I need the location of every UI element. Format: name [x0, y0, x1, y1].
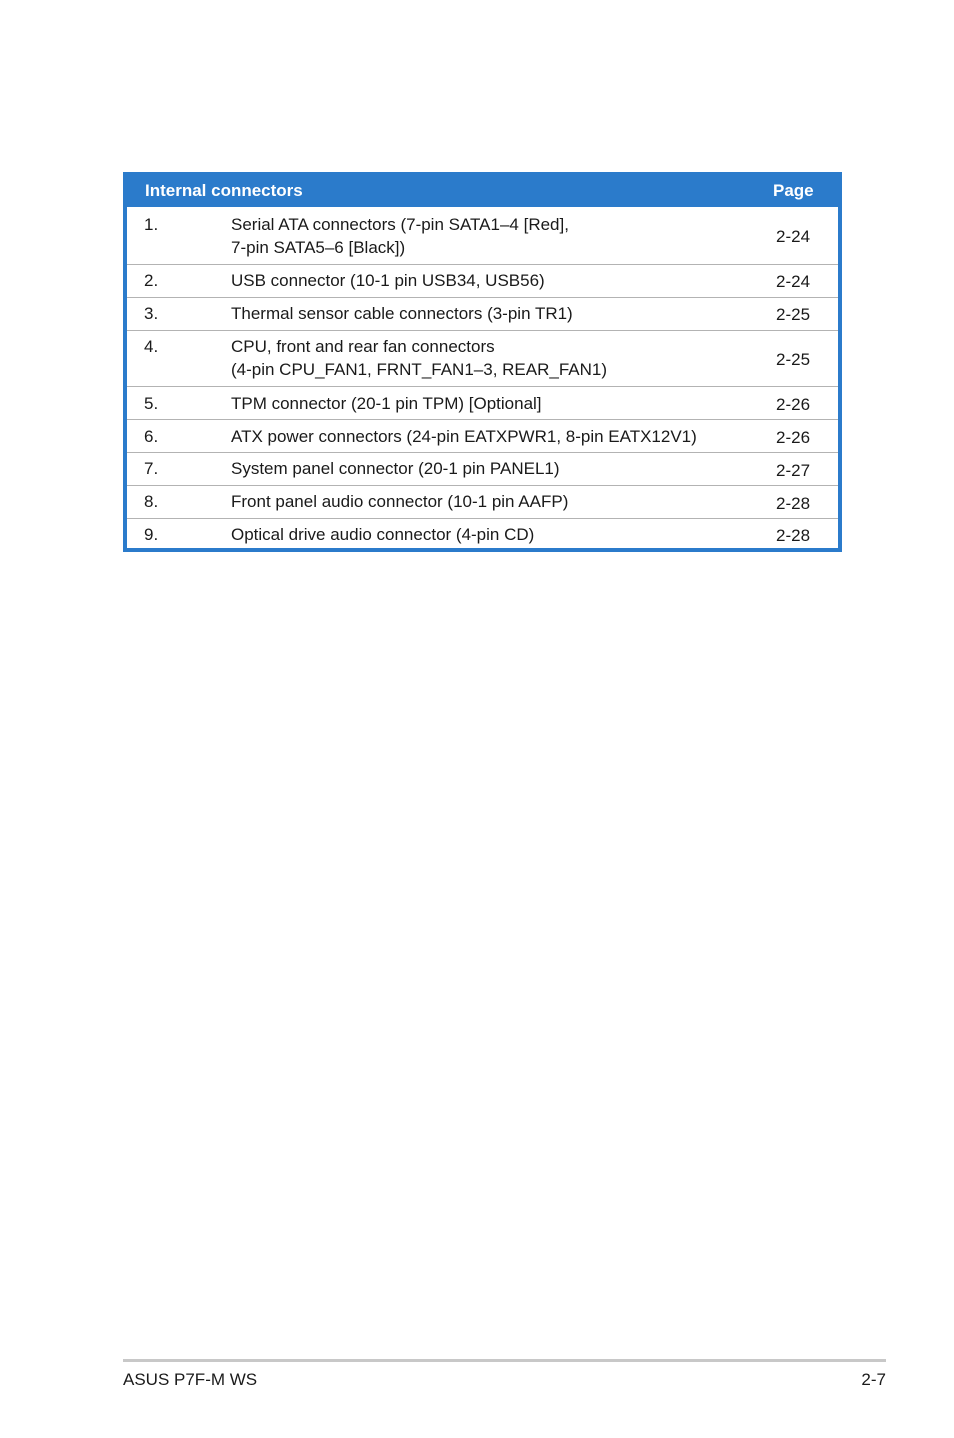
footer-page-number: 2-7 [861, 1370, 886, 1389]
row-description: USB connector (10-1 pin USB34, USB56) [231, 271, 545, 290]
table-row [127, 485, 838, 518]
row-description: TPM connector (20-1 pin TPM) [Optional] [231, 394, 542, 413]
row-page: 2-28 [776, 526, 811, 545]
table-row [127, 419, 838, 452]
table-row [127, 518, 838, 548]
row-page: 2-24 [776, 272, 811, 291]
row-page: 2-24 [776, 227, 811, 246]
table-row [127, 386, 838, 419]
table-header [123, 172, 842, 207]
internal-connectors-table [123, 172, 842, 552]
row-number: 9. [144, 525, 159, 544]
row-description: Optical drive audio connector (4-pin CD) [231, 525, 535, 544]
row-description: ATX power connectors (24-pin EATXPWR1, 8-pin EATX12V1) [231, 427, 697, 446]
row-number: 6. [144, 427, 159, 446]
table-row [127, 207, 838, 264]
row-description-line1: Serial ATA connectors (7-pin SATA1–4 [Red], [231, 215, 569, 234]
row-description-line2: 7-pin SATA5–6 [Black]) [231, 238, 406, 257]
row-page: 2-27 [776, 461, 811, 480]
header-title: Internal connectors [145, 181, 303, 200]
row-number: 1. [144, 215, 159, 234]
row-description: Thermal sensor cable connectors (3-pin TR1) [231, 304, 573, 323]
row-number: 5. [144, 394, 159, 413]
row-number: 3. [144, 304, 159, 323]
row-description-line1: CPU, front and rear fan connectors [231, 337, 495, 356]
table-row [127, 330, 838, 386]
row-page: 2-26 [776, 395, 811, 414]
footer-product-name: ASUS P7F-M WS [123, 1370, 258, 1389]
table-row [127, 264, 838, 297]
row-description [231, 335, 751, 381]
footer-divider [123, 1359, 886, 1362]
table-row [127, 452, 838, 485]
table-body [127, 207, 838, 548]
table-row [127, 297, 838, 330]
row-description: System panel connector (20-1 pin PANEL1) [231, 459, 560, 478]
row-page: 2-28 [776, 494, 811, 513]
row-number: 4. [144, 337, 159, 356]
row-number: 2. [144, 271, 159, 290]
row-number: 8. [144, 492, 159, 511]
row-page: 2-25 [776, 350, 811, 369]
header-page: Page [773, 181, 814, 200]
row-description: Front panel audio connector (10-1 pin AAFP) [231, 492, 569, 511]
row-description-line2: (4-pin CPU_FAN1, FRNT_FAN1–3, REAR_FAN1) [231, 360, 608, 379]
row-description [231, 213, 751, 259]
row-page: 2-26 [776, 428, 811, 447]
row-number: 7. [144, 459, 159, 478]
row-page: 2-25 [776, 305, 811, 324]
